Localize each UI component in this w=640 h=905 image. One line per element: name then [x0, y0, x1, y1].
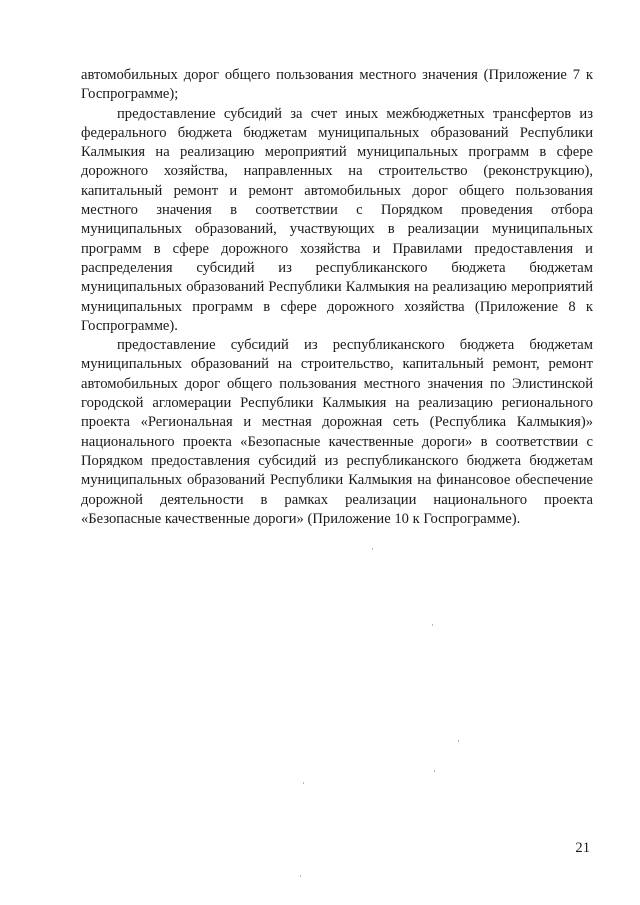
body-text [81, 66, 593, 529]
scan-speck [432, 624, 433, 626]
scan-speck [372, 548, 373, 550]
paragraph-continuation: автомобильных дорог общего пользования местного значения (Приложение 7 к Госпрограмме); [81, 67, 593, 103]
paragraph-republican-subsidies: предоставление субсидий из республиканского бюджета бюджетам муниципальных образований на строительство, капитальный ремонт, ремонт автомобильных дорог общего пользования местного значения по Элистинской городской агломерации Республики Калмыкия на реализацию регионального проекта «Региональная и местная дорожная сеть (Республика Калмыкия)» национального проекта «Безопасные качественные дороги» в соответствии с Порядком предоставления субсидий из республиканского бюджета бюджетам муниципальных образований Республики Калмыкия на финансовое обеспечение дорожной деятельности в рамках реализации национального проекта «Безопасные качественные дороги» (Приложение 10 к Госпрограмме). [81, 337, 593, 527]
scan-speck [300, 875, 301, 877]
scan-speck [303, 782, 304, 784]
page-number: 21 [575, 840, 590, 856]
scan-speck [434, 770, 435, 772]
paragraph-federal-subsidies: предоставление субсидий за счет иных межбюджетных трансфертов из федерального бюджета бюджетам муниципальных образований Республики Калмыкия на реализацию мероприятий муниципальных программ в сфере дорожного хозяйства, направленных на строительство (реконструкцию), капитальный ремонт и ремонт автомобильных дорог общего пользования местного значения в соответствии с Порядком проведения отбора муниципальных образований, участвующих в реализации муниципальных программ в сфере дорожного хозяйства и Правилами предоставления и распределения субсидий из республиканского бюджета бюджетам муниципальных образований Республики Калмыкия на реализацию мероприятий муниципальных программ в сфере дорожного хозяйства (Приложение 8 к Госпрограмме). [81, 105, 593, 334]
scan-speck [458, 740, 459, 742]
